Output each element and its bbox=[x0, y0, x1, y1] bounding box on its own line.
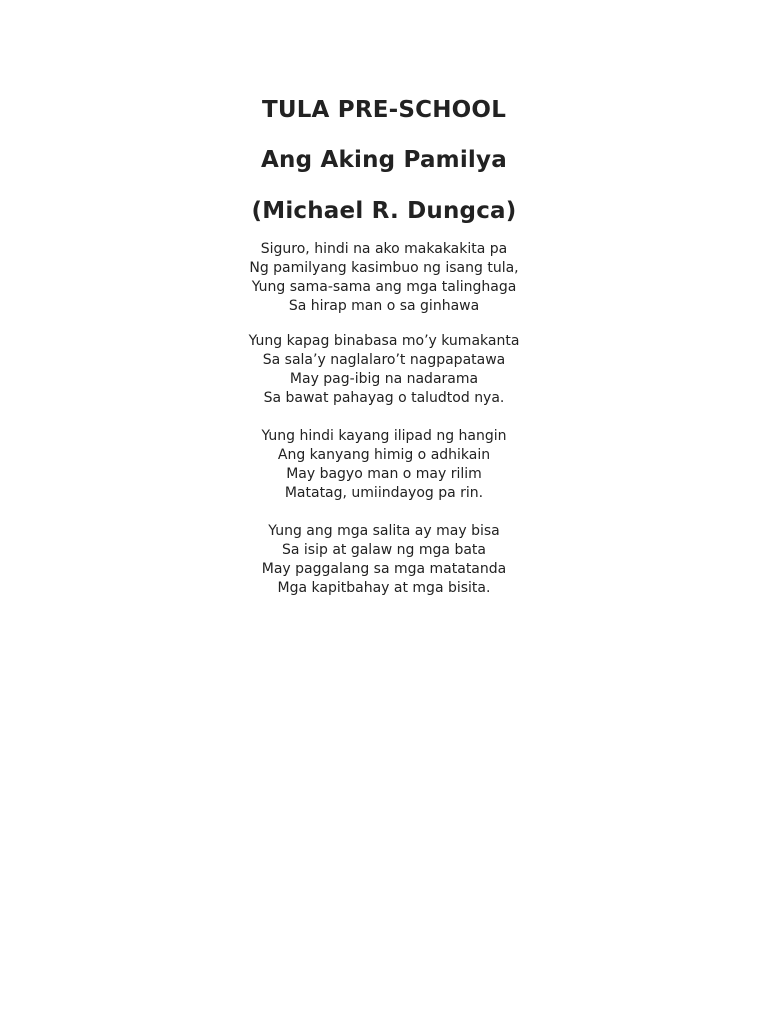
poem-line: Yung ang mga salita ay may bisa bbox=[268, 523, 500, 539]
poem-line: Yung hindi kayang ilipad ng hangin bbox=[261, 428, 507, 444]
poem-line: Matatag, umiindayog pa rin. bbox=[284, 485, 484, 501]
poem-body bbox=[0, 240, 768, 598]
poem-line: Ng pamilyang kasimbuo ng isang tula, bbox=[249, 260, 519, 276]
poem-line: Sa hirap man o sa ginhawa bbox=[288, 298, 480, 314]
poem-line: Yung sama-sama ang mga talinghaga bbox=[251, 279, 517, 295]
poem-line: Sa isip at galaw ng mga bata bbox=[282, 542, 486, 558]
poem-line: Ang kanyang himig o adhikain bbox=[277, 447, 491, 463]
poem-line: May pag-ibig na nadarama bbox=[289, 371, 479, 387]
document-title: TULA PRE-SCHOOL bbox=[261, 97, 507, 123]
poem-line: May bagyo man o may rilim bbox=[286, 466, 482, 482]
poem-line: Yung kapag binabasa mo’y kumakanta bbox=[248, 333, 520, 349]
stanza bbox=[0, 332, 768, 408]
poem-title: Ang Aking Pamilya bbox=[261, 147, 507, 173]
stanza bbox=[0, 240, 768, 316]
poem-line: Mga kapitbahay at mga bisita. bbox=[277, 580, 491, 596]
stanza bbox=[0, 427, 768, 503]
poem-line: Sa sala’y naglalaro’t nagpapatawa bbox=[262, 352, 506, 368]
poem-author: (Michael R. Dungca) bbox=[251, 198, 517, 224]
poem-line: Sa bawat pahayag o taludtod nya. bbox=[263, 390, 505, 406]
poem-line: May paggalang sa mga matatanda bbox=[261, 561, 507, 577]
stanza bbox=[0, 522, 768, 598]
poem-line: Siguro, hindi na ako makakakita pa bbox=[260, 241, 508, 257]
